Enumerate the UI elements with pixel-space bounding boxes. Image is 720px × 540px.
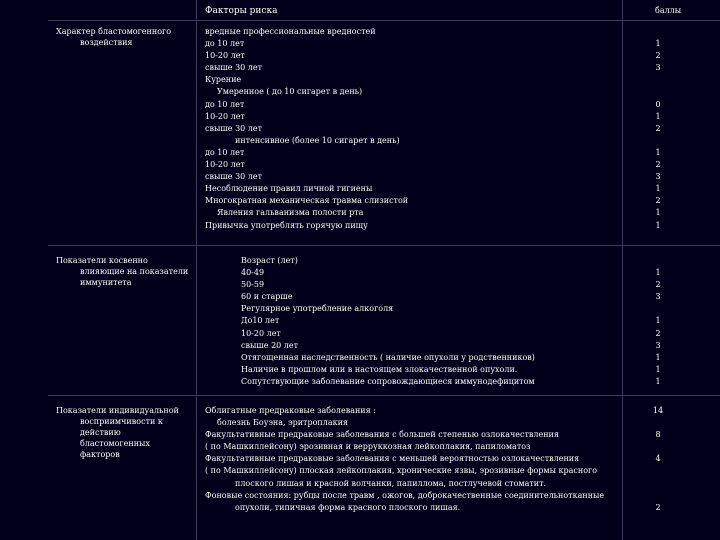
factor-row: 50-59 <box>241 280 265 290</box>
scores-list-blastomogenic <box>640 26 676 232</box>
factor-row: Регулярное употребление алкоголя <box>241 304 394 314</box>
score-cell: 2 <box>655 502 661 512</box>
factors-list-blastomogenic <box>205 26 408 232</box>
factor-row: Отягощенная наследственность ( наличие опухоли у родственников) <box>241 352 535 362</box>
score-cell <box>640 255 676 267</box>
factor-row: вредные профессиональные вредностей <box>205 27 376 36</box>
factor-row: свыше 20 лет <box>241 340 299 350</box>
factor-row: 10-20 лет <box>205 51 245 61</box>
score-cell: 4 <box>655 454 661 464</box>
factor-row: ( по Машкиллейсону) эрозивная и верруккозная лейкоплакия, папиломатоз <box>205 442 531 452</box>
score-cell: 1 <box>655 208 661 218</box>
score-cell: 1 <box>655 376 661 386</box>
score-cell <box>640 303 676 315</box>
factor-row: Фоновые состояния: рубцы после травм , ожогов, доброкачественные соединительнотканные <box>205 490 605 500</box>
score-cell: 2 <box>655 196 661 206</box>
factor-row: 60 и старше <box>241 292 293 302</box>
scores-list-immunity <box>640 255 676 388</box>
factor-row: Умеренное ( до 10 сигарет в день) <box>217 87 363 97</box>
factor-row: Многократная механическая травма слизистой <box>205 196 409 206</box>
score-cell: 3 <box>655 172 661 182</box>
factor-row: Факультативные предраковые заболевания с большей степенью озлокачествления <box>205 430 559 440</box>
factor-row: Курение <box>205 75 242 85</box>
score-cell: 3 <box>655 340 661 350</box>
score-cell <box>640 478 676 490</box>
factors-column-header: Факторы риска <box>205 6 278 16</box>
factors-list-immunity <box>241 255 535 388</box>
column-divider <box>622 0 623 540</box>
factor-row: Привычка употреблять горячую пищу <box>205 220 368 230</box>
score-cell: 2 <box>655 160 661 170</box>
factor-row: Явления гальванизма полости рта <box>217 208 364 218</box>
factor-row: интенсивное (более 10 сигарет в день) <box>235 135 400 145</box>
score-cell <box>640 417 676 429</box>
score-cell: 1 <box>655 147 661 157</box>
score-cell <box>640 86 676 98</box>
factor-row: Несоблюдение правил личной гигиены <box>205 184 373 194</box>
score-cell: 1 <box>655 316 661 326</box>
score-cell: 3 <box>655 292 661 302</box>
factor-row: Факультативные предраковые заболевания с меньшей вероятностью озлокачествления <box>205 454 580 464</box>
factor-row: 10-20 лет <box>205 111 245 121</box>
factor-row: до 10 лет <box>205 147 245 157</box>
factor-row: ( по Машкиллейсону) плоская лейкоплакия, хронические язвы, эрозивные формы красного <box>205 466 598 476</box>
score-cell: 0 <box>655 99 661 109</box>
section-label-susceptibility: Показатели индивидуальной восприимчивости к действию бластомогенных факторов <box>56 406 179 459</box>
factor-row: до 10 лет <box>205 99 245 109</box>
column-divider <box>196 0 197 540</box>
factor-row: свыше 30 лет <box>205 63 263 73</box>
factor-row: Сопутствующие заболевание сопровождающиеся иммунодефицитом <box>241 376 535 386</box>
factor-row: 40-49 <box>241 268 265 278</box>
score-cell: 1 <box>655 364 661 374</box>
score-cell: 2 <box>655 123 661 133</box>
score-cell <box>640 26 676 38</box>
score-cell: 1 <box>655 352 661 362</box>
score-cell: 2 <box>655 328 661 338</box>
score-cell: 8 <box>655 430 661 440</box>
factor-row: свыше 30 лет <box>205 123 263 133</box>
factor-row: Наличие в прошлом или в настоящем злокачественной опухоли. <box>241 364 518 374</box>
score-cell <box>640 74 676 86</box>
score-cell: 14 <box>652 406 664 415</box>
factor-row: Облигатные предраковые заболевания : <box>205 406 376 415</box>
factor-row: опухоли, типичная форма красного плоского лишая. <box>235 502 461 512</box>
score-cell: 1 <box>655 111 661 121</box>
factor-row: 10-20 лет <box>205 160 245 170</box>
factor-row: плоского лишая и красной волчанки, папиллома, постлучевой стоматит. <box>235 478 547 488</box>
factor-row: 10-20 лет <box>241 328 281 338</box>
factor-row: до 10 лет <box>205 39 245 49</box>
factor-row: свыше 30 лет <box>205 172 263 182</box>
row-divider <box>48 245 720 246</box>
score-cell: 1 <box>655 220 661 230</box>
section-label-immunity: Показатели косвенно влияющие на показатели иммунитета <box>56 256 189 287</box>
factor-row: Возраст (лет) <box>241 256 298 265</box>
score-cell <box>640 465 676 477</box>
factors-list-susceptibility <box>205 405 604 514</box>
score-column-header: баллы <box>655 6 682 15</box>
score-cell: 1 <box>655 184 661 194</box>
scores-list-susceptibility <box>640 405 676 514</box>
factor-row: болезнь Боуэна, эритроплакия <box>217 418 348 428</box>
row-divider <box>48 20 720 21</box>
score-cell: 3 <box>655 63 661 73</box>
score-cell: 1 <box>655 268 661 278</box>
score-cell <box>640 490 676 502</box>
factor-row: До10 лет <box>241 316 280 326</box>
score-cell: 2 <box>655 280 661 290</box>
score-cell <box>640 441 676 453</box>
section-label-blastomogenic: Характер бластомогенного воздействия <box>56 27 172 47</box>
score-cell: 1 <box>655 39 661 49</box>
score-cell: 2 <box>655 51 661 61</box>
score-cell <box>640 135 676 147</box>
row-divider <box>48 395 720 396</box>
